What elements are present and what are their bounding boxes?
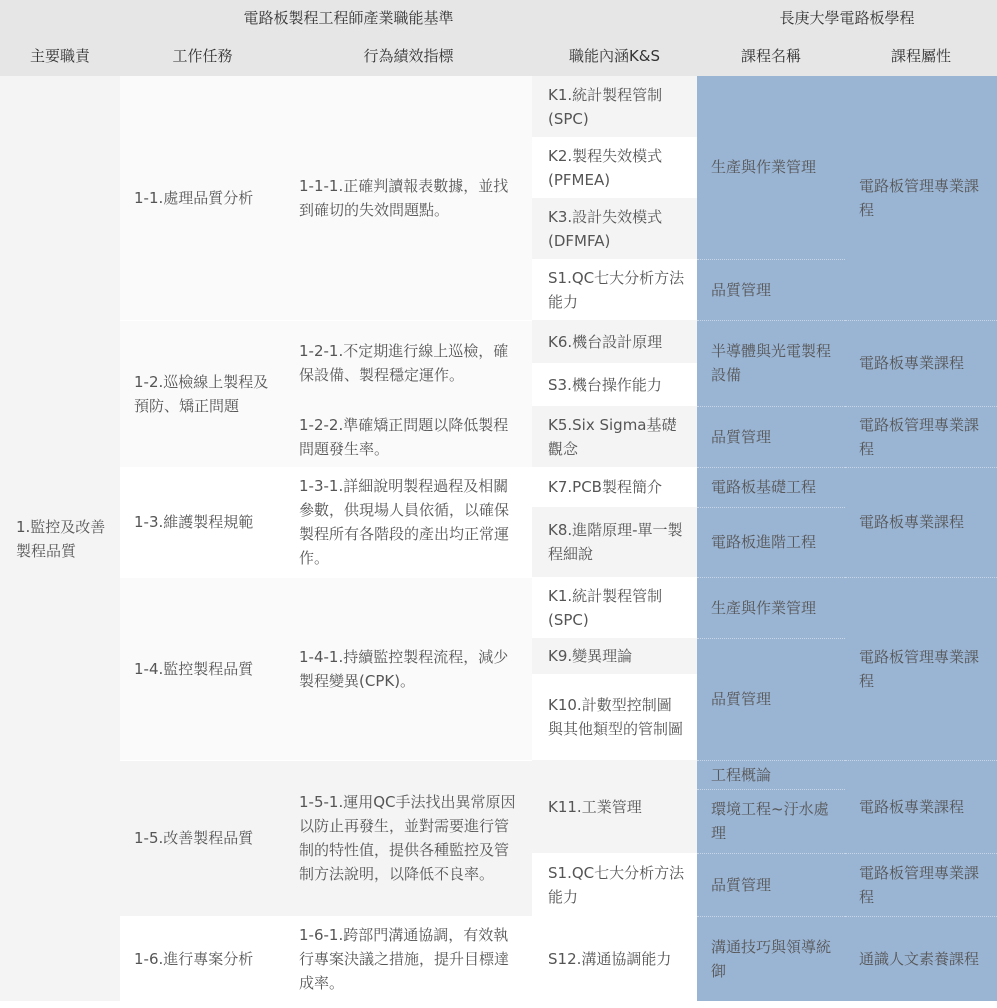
attr-cell: 電路板管理專業課程 [845, 577, 997, 760]
course-cell: 品質管理 [697, 406, 845, 467]
ks-cell: K7.PCB製程簡介 [532, 467, 697, 507]
header-indicator: 行為績效指標 [285, 36, 532, 76]
attr-cell: 電路板管理專業課程 [845, 406, 997, 467]
attr-cell: 電路板專業課程 [845, 467, 997, 577]
table-row [0, 577, 997, 638]
ks-cell: K3.設計失效模式(DFMFA) [532, 198, 697, 259]
course-cell: 溝通技巧與領導統御 [697, 916, 845, 1001]
attr-cell: 電路板專業課程 [845, 320, 997, 406]
indicator-cell: 1-1-1.正確判讀報表數據，並找到確切的失效問題點。 [285, 76, 532, 320]
table-row [0, 320, 997, 363]
header-duty: 主要職責 [0, 36, 120, 76]
attr-cell: 電路板專業課程 [845, 760, 997, 853]
ks-cell: S12.溝通協調能力 [532, 916, 697, 1001]
course-cell: 電路板進階工程 [697, 507, 845, 577]
header-group-standard: 電路板製程工程師產業職能基準 [0, 0, 697, 36]
course-cell: 生產與作業管理 [697, 577, 845, 638]
course-cell: 品質管理 [697, 259, 845, 320]
course-cell: 半導體與光電製程設備 [697, 320, 845, 406]
ks-cell: K8.進階原理-單一製程細說 [532, 507, 697, 577]
task-cell: 1-3.維護製程規範 [120, 467, 285, 577]
table-row [0, 916, 997, 1001]
task-cell: 1-6.進行專案分析 [120, 916, 285, 1001]
duty-cell: 1.監控及改善製程品質 [0, 76, 120, 1001]
header-course: 課程名稱 [697, 36, 845, 76]
ks-cell: S1.QC七大分析方法能力 [532, 853, 697, 916]
indicator-cell: 1-2-2.準確矯正問題以降低製程問題發生率。 [285, 406, 532, 467]
indicator-cell: 1-6-1.跨部門溝通協調，有效執行專案決議之措施，提升目標達成率。 [285, 916, 532, 1001]
indicator-cell: 1-4-1.持續監控製程流程，減少製程變異(CPK)。 [285, 577, 532, 760]
indicator-cell: 1-5-1.運用QC手法找出異常原因以防止再發生，並對需要進行管制的特性值，提供各種監控及管制方法說明，以降低不良率。 [285, 760, 532, 916]
attr-cell: 電路板管理專業課程 [845, 76, 997, 320]
ks-cell: K5.Six Sigma基礎觀念 [532, 406, 697, 467]
header-group-program: 長庚大學電路板學程 [697, 0, 997, 36]
course-cell: 工程概論 [697, 760, 845, 789]
course-cell: 品質管理 [697, 638, 845, 760]
ks-cell: K2.製程失效模式(PFMEA) [532, 137, 697, 198]
header-attr: 課程屬性 [845, 36, 997, 76]
course-cell: 環境工程~汙水處理 [697, 789, 845, 853]
ks-cell: K6.機台設計原理 [532, 320, 697, 363]
course-cell: 品質管理 [697, 853, 845, 916]
table-row [0, 467, 997, 507]
task-cell: 1-5.改善製程品質 [120, 760, 285, 916]
table-row [0, 760, 997, 789]
attr-cell: 通識人文素養課程 [845, 916, 997, 1001]
ks-cell: K1.統計製程管制(SPC) [532, 76, 697, 137]
course-cell: 電路板基礎工程 [697, 467, 845, 507]
ks-cell: K10.計數型控制圖與其他類型的管制圖 [532, 674, 697, 760]
ks-cell: S3.機台操作能力 [532, 363, 697, 406]
task-cell: 1-4.監控製程品質 [120, 577, 285, 760]
attr-cell: 電路板管理專業課程 [845, 853, 997, 916]
course-cell: 生產與作業管理 [697, 76, 845, 259]
ks-cell: K9.變異理論 [532, 638, 697, 674]
header-task: 工作任務 [120, 36, 285, 76]
header-ks: 職能內涵K&S [532, 36, 697, 76]
task-cell: 1-1.處理品質分析 [120, 76, 285, 320]
indicator-cell: 1-3-1.詳細說明製程過程及相關參數，供現場人員依循，以確保製程所有各階段的產出均正常運作。 [285, 467, 532, 577]
indicator-cell: 1-2-1.不定期進行線上巡檢，確保設備、製程穩定運作。 [285, 320, 532, 406]
ks-cell: K11.工業管理 [532, 760, 697, 853]
table-row [0, 76, 997, 137]
ks-cell: S1.QC七大分析方法能力 [532, 259, 697, 320]
ks-cell: K1.統計製程管制(SPC) [532, 577, 697, 638]
task-cell: 1-2.巡檢線上製程及預防、矯正問題 [120, 320, 285, 467]
